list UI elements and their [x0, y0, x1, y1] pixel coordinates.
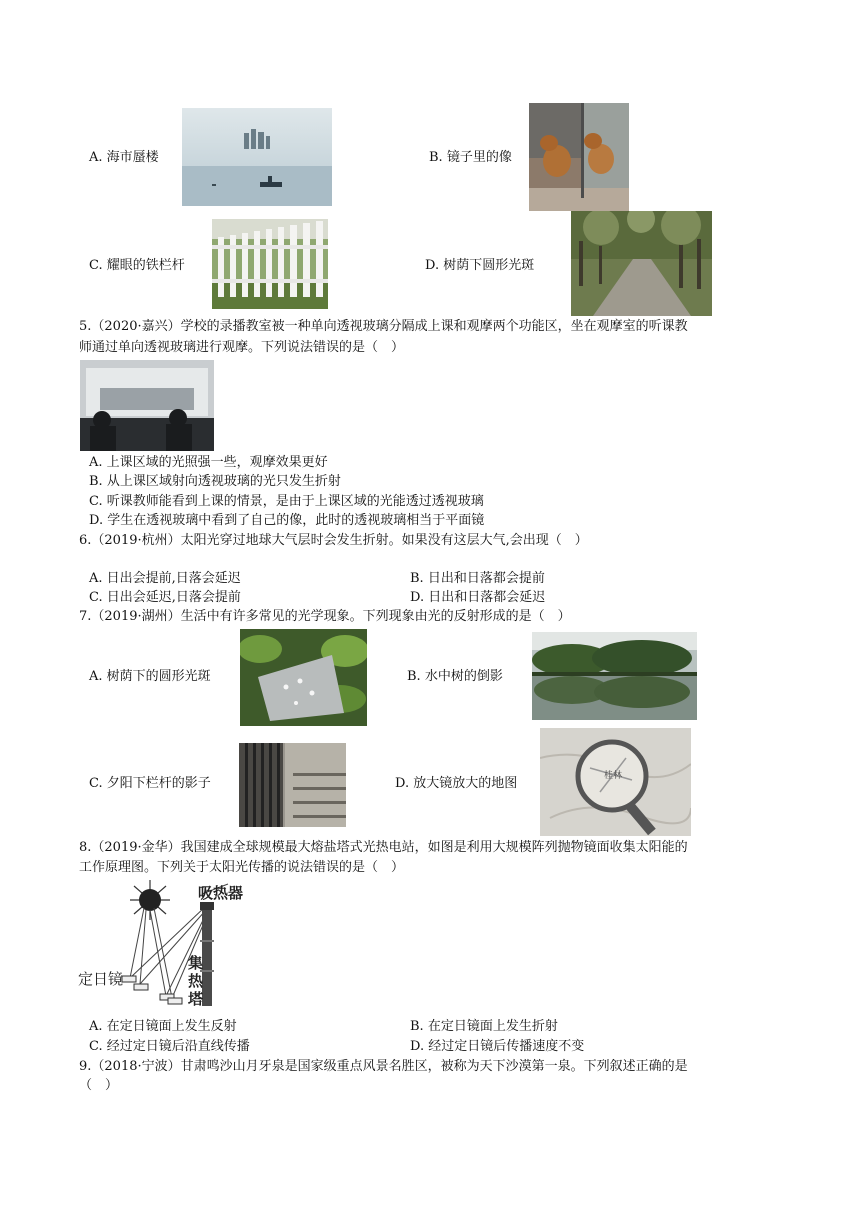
q7-option-a: A. 树荫下的圆形光斑 — [89, 669, 211, 684]
light-spots-photo — [240, 629, 367, 726]
tree-shade-photo — [571, 211, 712, 316]
q7-option-d: D. 放大镜放大的地图 — [395, 776, 518, 791]
q4-option-a: A. 海市蜃楼 — [89, 150, 159, 165]
q8-option-b: B. 在定日镜面上发生折射 — [410, 1019, 558, 1034]
q6-option-b: B. 日出和日落都会提前 — [410, 571, 545, 586]
q5-stem-line2: 师通过单向透视玻璃进行观摩。下列说法错误的是（ ） — [79, 340, 405, 355]
q6-option-a: A. 日出会提前,日落会延迟 — [89, 571, 241, 586]
q5-option-c: C. 听课教师能看到上课的情景，是由于上课区域的光能透过透视玻璃 — [89, 494, 484, 509]
railing-shadow-photo — [239, 743, 346, 827]
q5-option-d: D. 学生在透视玻璃中看到了自己的像，此时的透视玻璃相当于平面镜 — [89, 513, 485, 528]
tower-label: 集 热 塔 — [188, 954, 204, 1008]
q4-option-d: D. 树荫下圆形光斑 — [425, 258, 535, 273]
q8-stem-line2: 工作原理图。下列关于太阳光传播的说法错误的是（ ） — [79, 860, 405, 875]
q9-stem-line2: （ ） — [79, 1078, 119, 1093]
map-label: 桂林 — [604, 771, 623, 781]
q5-option-b: B. 从上课区域射向透视玻璃的光只发生折射 — [89, 474, 341, 489]
q8-option-d: D. 经过定日镜后传播速度不变 — [410, 1039, 585, 1054]
q6-stem: 6.（2019·杭州）太阳光穿过地球大气层时会发生折射。如果没有这层大气,会出现（ ） — [79, 533, 588, 548]
solar-tower-diagram — [78, 880, 254, 1012]
q4-option-c: C. 耀眼的铁栏杆 — [89, 258, 185, 273]
q8-option-c: C. 经过定日镜后沿直线传播 — [89, 1039, 250, 1054]
q7-option-b: B. 水中树的倒影 — [407, 669, 503, 684]
heliostat-label: 定日镜 — [78, 970, 124, 988]
q8-stem-line1: 8.（2019·金华）我国建成全球规模最大熔盐塔式光热电站，如图是利用大规模阵列抛物镜面收集太阳能的 — [79, 840, 688, 855]
q5-stem-line1: 5.（2020·嘉兴）学校的录播教室被一种单向透视玻璃分隔成上课和观摩两个功能区，坐在观摩室的听课教 — [79, 319, 688, 334]
q9-stem-line1: 9.（2018·宁波）甘肃鸣沙山月牙泉是国家级重点风景名胜区，被称为天下沙漠第一泉。下列叙述正确的是 — [79, 1059, 688, 1074]
q6-option-c: C. 日出会延迟,日落会提前 — [89, 590, 241, 605]
q7-option-c: C. 夕阳下栏杆的影子 — [89, 776, 211, 791]
dog-mirror-photo — [529, 103, 629, 211]
fence-photo — [212, 219, 328, 309]
magnifier-map-photo — [540, 728, 691, 836]
q6-option-d: D. 日出和日落都会延迟 — [410, 590, 546, 605]
q4-option-b: B. 镜子里的像 — [429, 150, 512, 165]
absorber-label: 吸热器 — [198, 884, 244, 902]
q5-option-a: A. 上课区域的光照强一些，观摩效果更好 — [89, 455, 328, 470]
q8-option-a: A. 在定日镜面上发生反射 — [89, 1019, 237, 1034]
mirage-photo — [182, 108, 332, 206]
tree-reflection-photo — [532, 632, 697, 720]
q7-stem: 7.（2019·湖州）生活中有许多常见的光学现象。下列现象由光的反射形成的是（ ） — [79, 609, 571, 624]
classroom-photo — [80, 360, 214, 451]
